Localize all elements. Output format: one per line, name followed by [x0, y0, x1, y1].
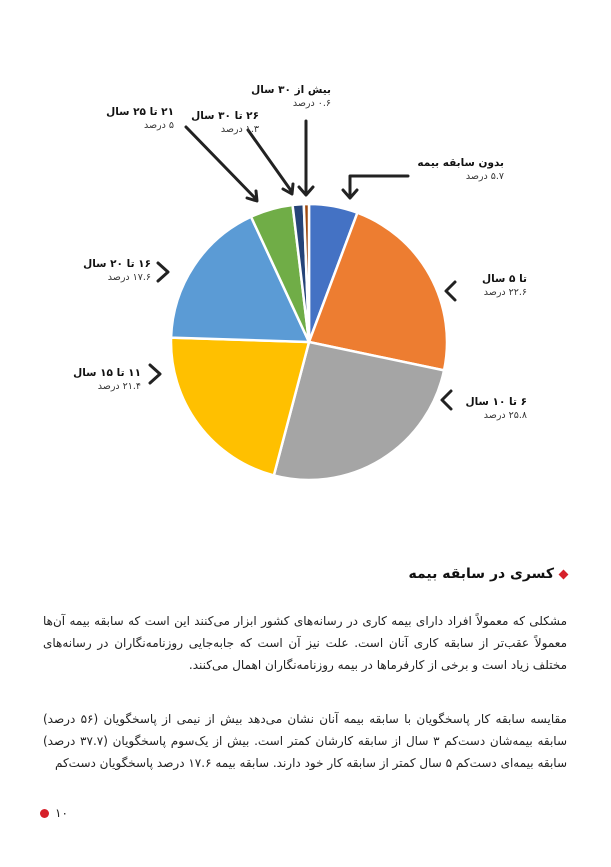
- arrow-16-20: [158, 263, 168, 281]
- arrow-6-10: [442, 391, 451, 409]
- slice-value: ۵.۷ درصد: [465, 171, 504, 182]
- diamond-bullet-icon: [559, 569, 569, 579]
- paragraph-2: مقایسه سابقه کار پاسخگویان با سابقه بیمه آنان نشان می‌دهد بیش از نیمی از پاسخگویان (۵۶ درصد) سابقه بیمه‌شان دست‌کم ۳ سال از سابقه کارشان کمتر است. بیش از یک‌سوم پاسخگویان (۳۷.۷ درصد) سابقه بیمه‌ای دست‌کم ۵ سال کمتر از سابقه کار خود دارند. سابقه بیمه ۱۷.۶ درصد پاسخگویان دست‌کم: [43, 712, 568, 770]
- arrow-21-25: [186, 127, 257, 201]
- slice-value: ۲۵.۸ درصد: [483, 410, 527, 421]
- page-dot-icon: [40, 809, 49, 818]
- arrow-over-30: [299, 121, 313, 195]
- slice-label: ۱۶ تا ۲۰ سال: [83, 258, 151, 270]
- label-no-insurance: [417, 156, 504, 184]
- arrow-upto-5: [446, 282, 455, 300]
- label-over-30: [251, 83, 331, 111]
- slice-label: تا ۵ سال: [481, 273, 527, 285]
- arrow-26-30: [248, 130, 293, 194]
- label-16-20: [83, 257, 151, 285]
- label-21-25: [106, 105, 174, 133]
- slice-value: ۵ درصد: [143, 120, 174, 131]
- arrow-11-15: [150, 365, 160, 383]
- label-11-15: [73, 366, 141, 394]
- label-upto-5: [482, 272, 527, 300]
- page-number: ۱۰: [55, 806, 68, 820]
- paragraph-1: مشکلی که معمولاً افراد دارای بیمه کاری در رسانه‌های کشور ابزار می‌کنند این است که سابقه بیمه آن‌ها معمولاً عقب‌تر از سابقه کاری آنان است. علت نیز آن است که جابه‌جایی روزنامه‌نگاران در رسانه‌های مختلف زیاد است و برخی از کارفرماها در بیمه روزنامه‌نگاران اهمال می‌کنند.: [43, 614, 567, 672]
- label-6-10: [466, 395, 528, 423]
- arrow-no-insurance: [343, 176, 408, 198]
- section-title-text: کسری در سابقه بیمه: [408, 566, 554, 582]
- slice-label: بیش از ۳۰ سال: [251, 84, 331, 96]
- slice-value: ۱۷.۶ درصد: [107, 272, 151, 283]
- slice-label: بدون سابقه بیمه: [417, 157, 504, 169]
- slice-label: ۱۱ تا ۱۵ سال: [73, 367, 141, 379]
- label-26-30: [191, 109, 259, 137]
- slice-value: ۱.۳ درصد: [220, 124, 259, 135]
- slice-label: ۲۱ تا ۲۵ سال: [106, 106, 174, 118]
- slice-value: ۲۲.۶ درصد: [483, 287, 527, 298]
- slice-label: ۲۶ تا ۳۰ سال: [191, 110, 259, 122]
- page-footer: [40, 806, 68, 820]
- slice-value: ۲۱.۴ درصد: [97, 381, 141, 392]
- slice-label: ۶ تا ۱۰ سال: [465, 396, 527, 408]
- slice-value: ۰.۶ درصد: [292, 98, 331, 109]
- section-title: [409, 566, 568, 582]
